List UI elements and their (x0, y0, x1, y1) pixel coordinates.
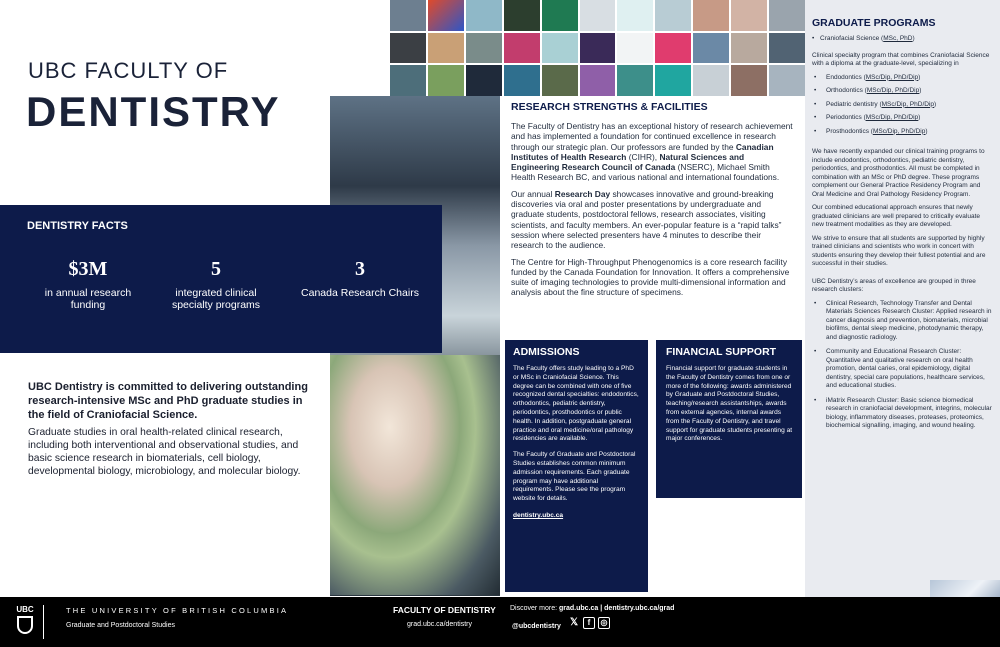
collage-tile (428, 0, 464, 31)
collage-tile (655, 0, 691, 31)
specialty-name: Orthodontics ( (826, 87, 867, 94)
faculty-name: FACULTY OF DENTISTRY (393, 605, 496, 615)
collage-tile (617, 33, 653, 64)
collage-tile (693, 65, 729, 96)
financial-heading: FINANCIAL SUPPORT (666, 346, 777, 358)
specialty-item (812, 101, 992, 110)
grad-paragraph: UBC Dentistry’s areas of excellence are grouped in three research clusters: (812, 277, 976, 293)
specialty-name: Endodontics ( (826, 73, 866, 81)
discover-links[interactable]: grad.ubc.ca | dentistry.ubc.ca/grad (559, 605, 675, 612)
unit-name: Graduate and Postdoctoral Studies (66, 622, 175, 629)
fact-value: $3M (68, 258, 108, 280)
ubc-logo (14, 605, 36, 637)
collage-tile (390, 65, 426, 96)
collage-tile (769, 0, 805, 31)
collage-tile (428, 33, 464, 64)
discover-more (510, 605, 674, 612)
facebook-icon[interactable]: f (583, 617, 595, 629)
admissions-paragraph: The Faculty offers study leading to a PhD or MSc in Craniofacial Science. This degree can be combined with one of five recognized dental specialties: endodontics, orthodontics, pediatric dentistry, periodontics, prosthodontics or public health. In addition, postgraduate general practice and oral medicine/oral pathology residencies are available. (513, 365, 639, 443)
instagram-icon[interactable]: ◎ (598, 617, 610, 629)
specialty-name: Pediatric dentistry ( (826, 100, 882, 108)
shield-icon (17, 616, 33, 634)
specialty-item (812, 128, 992, 137)
admissions-heading: ADMISSIONS (513, 346, 580, 358)
x-icon[interactable]: 𝕏 (569, 617, 579, 628)
collage-tile (390, 0, 426, 31)
collage-tile (731, 65, 767, 96)
specialty-degrees[interactable]: MSc/Dip, PhD/Dip (881, 100, 935, 108)
fact-item (18, 258, 158, 311)
text: ) (925, 127, 928, 135)
fact-label: in annual research funding (44, 287, 132, 311)
financial-paragraph: Financial support for graduate students in the Faculty of Dentistry comes from one or more of the following: awards administered by Graduate and Postdoctoral Studies, teaching/research assistantships, awards from external agencies, internal awards from the Faculty of Dentistry, and travel support for graduate students presenting at major conferences. (666, 365, 793, 443)
photo-collage (390, 0, 805, 96)
teeth-model-photo (330, 355, 500, 595)
page-title-small: UBC FACULTY OF (28, 58, 229, 83)
footer (0, 597, 1000, 647)
text: showcases innovative and ground-breaking discoveries via oral and poster presentations by undergraduate and graduate students, postdoctoral fellows, research associates, visiting scientists, and faculty members. An ever-popular feature is a “rapid talks” session where selected presenters have 4 minutes to describe their research to the audience. (511, 188, 782, 251)
collage-tile (769, 33, 805, 64)
fact-label: integrated clinical specialty programs (171, 287, 261, 311)
specialty-item (812, 114, 992, 123)
specialty-item (812, 87, 992, 96)
research-heading: RESEARCH STRENGTHS & FACILITIES (511, 101, 708, 113)
text: The Faculty of Dentistry has an exceptional history of research achievement and has implemented a foundation for continued excellence in research through our strategic plan. Our professors are funded by the (511, 121, 793, 152)
collage-tile (466, 33, 502, 64)
collage-tile (693, 33, 729, 64)
text: Our annual (511, 188, 555, 199)
research-paragraph (511, 189, 793, 251)
footer-divider (43, 605, 44, 639)
collage-tile (580, 65, 616, 96)
admissions-paragraph: The Faculty of Graduate and Postdoctoral Studies establishes common minimum admission requirements. Each graduate program may have additional requirements. Please see the program website for details. (513, 451, 636, 503)
financial-support-box (656, 340, 802, 498)
research-cluster-item: • Community and Educational Research Cluster: Quantitative and qualitative research on oral health promotion, dental caries, oral epidemiology, digital dentistry, special care populations, healthcare services, and educational studies. (812, 348, 992, 391)
research-day: Research Day (554, 188, 611, 199)
text: ) (918, 114, 921, 121)
specialty-degrees[interactable]: MSc/Dip, PhD/Dip (865, 114, 919, 121)
collage-tile (542, 65, 578, 96)
university-name: THE UNIVERSITY OF BRITISH COLUMBIA (66, 606, 289, 615)
specialty-degrees[interactable]: MSc/Dip, PhD/Dip (865, 73, 919, 81)
collage-tile (466, 65, 502, 96)
collage-tile (580, 33, 616, 64)
specialty-name: Prosthodontics ( (826, 127, 873, 135)
collage-tile (731, 0, 767, 31)
specialty-intro: Clinical specialty program that combines Craniofacial Science with a diploma at the graduate-level, specializing in (812, 51, 990, 67)
fact-value: 3 (355, 258, 365, 280)
text: ) (918, 73, 921, 81)
collage-tile (542, 33, 578, 64)
collage-tile (655, 65, 691, 96)
research-cluster-item: • Clinical Research, Technology Transfer and Dental Materials Sciences Research Cluster: Applied research in cancer diagnosis and prevention, biomaterials, microbial biofilms, dental sleep medicine, photodynamic therapy, and diagnostic radiology. (812, 300, 992, 343)
text: ) (919, 87, 922, 94)
collage-tile (504, 0, 540, 31)
program-degrees[interactable]: MSc, PhD (883, 35, 913, 42)
research-paragraph (511, 121, 793, 183)
collage-tile (731, 33, 767, 64)
fact-item (146, 258, 286, 311)
research-section (502, 96, 802, 338)
text: (CIHR), (626, 151, 660, 162)
collage-tile (769, 65, 805, 96)
specialty-degrees[interactable]: MSc/Dip, PhD/Dip (872, 127, 926, 135)
collage-tile (504, 33, 540, 64)
specialty-degrees[interactable]: MSc/Dip, PhD/Dip (866, 87, 920, 94)
page-title: DENTISTRY (26, 88, 281, 135)
dentistry-facts-box (0, 205, 442, 353)
collage-tile (655, 33, 691, 64)
collage-tile (617, 65, 653, 96)
collage-tile (466, 0, 502, 31)
fact-label: Canada Research Chairs (301, 287, 419, 299)
fact-value: 5 (211, 258, 221, 280)
grad-paragraph: We strive to ensure that all students are supported by highly trained clinicians and scientists who work in concert with students ensuring they develop their fullest potential and are successful in their studies. (812, 234, 986, 267)
text: ) (912, 35, 915, 42)
faculty-url-link[interactable]: grad.ubc.ca/dentistry (407, 621, 472, 628)
research-cluster-item: • iMatrix Research Cluster: Basic science biomedical research in craniofacial development, integrins, molecular biology, inflammatory diseases, proteases, proteomics, biochemical signalling, imaging, and wound healing. (812, 397, 992, 431)
text: (NSERC), Michael Smith Health Research BC, and various national and international foundations. (511, 162, 780, 183)
collage-tile (693, 0, 729, 31)
program-item (812, 35, 992, 44)
grad-paragraph: Our combined educational approach ensures that newly graduated clinicians are well prepared to critically evaluate new treatment modalities as they are developed. (812, 204, 981, 228)
research-paragraph: The Centre for High-Throughput Phenogenomics is a core research facility funded by the Canada Foundation for Innovation. It offers a comprehensive suite of imaging technologies to provide multi-dimensional information and analysis about the fine structure of specimens. (511, 256, 790, 298)
social-handle[interactable]: @ubcdentistry (512, 623, 561, 630)
specialty-name: Periodontics ( (826, 114, 866, 121)
collage-tile (504, 65, 540, 96)
specialty-item (812, 74, 992, 83)
collage-tile (617, 0, 653, 31)
collage-tile (390, 33, 426, 64)
collage-tile (542, 0, 578, 31)
ubc-logo-text: UBC (16, 605, 34, 614)
grad-paragraph: We have recently expanded our clinical training programs to include endodontics, orthodontics, pediatric dentistry, periodontics, and prosthodontics. All must be completed in combination with an MSc or PhD degree. These programs complement our General Practice Residency Program and Oral Medicine and Oral Pathology Residency Program. (812, 148, 985, 198)
cihr-name: Canadian Institutes of Health Research (511, 141, 774, 162)
nserc-name: Natural Sciences and Engineering Research Council of Canada (511, 151, 745, 173)
collage-tile (580, 0, 616, 31)
discover-label: Discover more: (510, 605, 560, 612)
collage-tile (428, 65, 464, 96)
program-name: Craniofacial Science ( (820, 35, 884, 42)
dentistry-website-link[interactable]: dentistry.ubc.ca (513, 511, 564, 519)
fact-item (290, 258, 430, 299)
intro-body: Graduate studies in oral health-related clinical research, including both interventional and observational studies, and basic science research in biomaterials, cell biology, developmental biology, microbiology, and molecular biology. (28, 427, 301, 477)
facts-heading: DENTISTRY FACTS (27, 220, 128, 232)
admissions-box (505, 340, 648, 592)
text: ) (934, 100, 937, 108)
graduate-programs-panel (805, 0, 1000, 597)
graduate-programs-heading: GRADUATE PROGRAMS (812, 17, 936, 29)
intro-lead: UBC Dentistry is committed to delivering outstanding research-intensive MSc and PhD graduate studies in the field of Craniofacial Science. (28, 381, 308, 421)
